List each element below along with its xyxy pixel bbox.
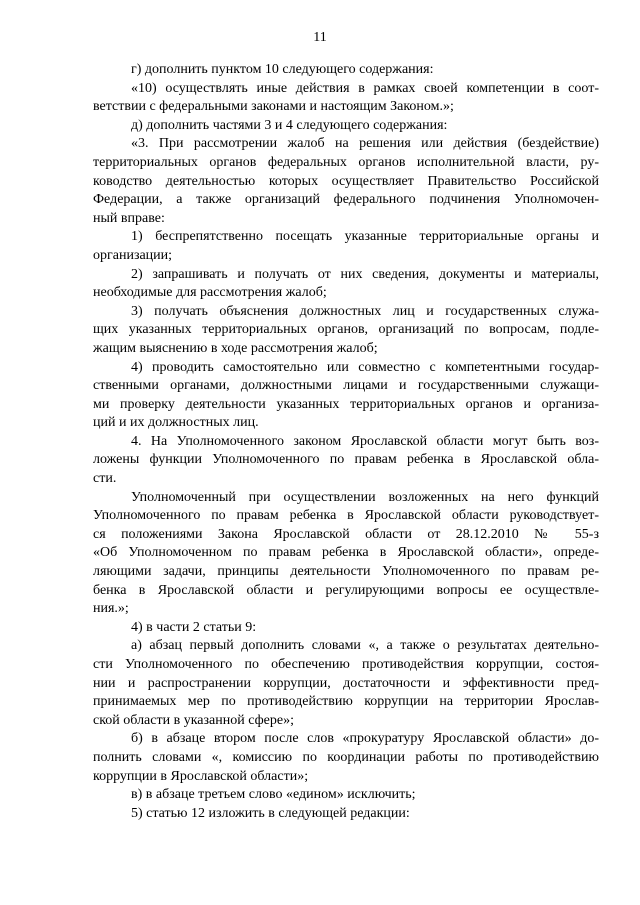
text-line: ственными органами, должностными лицами и государственными служащи- [93,378,599,394]
text-line: в) в абзаце третьем слово «едином» исключить; [131,787,416,803]
text-line: 4. На Уполномоченного законом Ярославской области могут быть воз- [131,433,599,449]
text-line: 4) проводить самостоятельно или совместно с компетентными государ- [131,359,599,375]
text-line: бенка в Ярославской области и регулирующими вопросы ее осуществле- [93,582,599,598]
text-line: а) абзац первый дополнить словами «, а также о результатах деятельно- [131,638,599,654]
text-line: коррупции в Ярославской области»; [93,768,309,784]
text-line: «10) осуществлять иные действия в рамках своей компетенции в соот- [131,80,599,96]
text-line: организации; [93,247,173,263]
text-line: ся положениями Закона Ярославской области от 28.12.2010 № 55-з [93,526,599,542]
text-line: 1) беспрепятственно посещать указанные территориальные органы и [131,229,599,245]
text-line: полнить словами «, комиссию по координации работы по противодействию [93,749,599,765]
text-line: нии и распространении коррупции, достаточности и эффективности пред- [93,675,599,691]
text-line: сти Уполномоченного по обеспечению противодействия коррупции, состоя- [93,657,599,672]
text-line: щих указанных территориальных органов, организаций по вопросам, подле- [93,322,599,338]
text-line: ния.»; [93,601,129,617]
text-line: жащим выяснению в ходе рассмотрения жалоб; [93,340,378,356]
page-number: 11 [313,30,327,45]
text-line: 3) получать объяснения должностных лиц и государственных служа- [131,303,599,319]
text-line: ветствии с федеральными законами и настоящим Законом.»; [93,99,454,115]
text-line: ководство деятельностью которых осуществляет Правительство Российской [93,173,599,189]
text-line: ми проверку деятельности указанных территориальных органов и организа- [93,396,599,412]
text-line: б) в абзаце втором после слов «прокуратуру Ярославской области» до- [131,731,599,747]
text-line: территориальных органов федеральных органов исполнительной власти, ру- [93,154,599,170]
document-body [93,61,599,823]
text-line: г) дополнить пунктом 10 следующего содержания: [131,62,434,77]
text-line: ской области в указанной сфере»; [93,712,295,728]
text-line: 5) статью 12 изложить в следующей редакции: [131,805,410,821]
text-line: 2) запрашивать и получать от них сведения, документы и материалы, [131,266,599,282]
text-line: Уполномоченный при осуществлении возложенных на него функций [131,489,599,505]
text-line: «Об Уполномоченном по правам ребенка в Ярославской области», опреде- [93,545,599,561]
text-line: ций и их должностных лиц. [93,415,259,431]
text-line: 4) в части 2 статьи 9: [131,619,257,635]
text-line: Федерации, а также организаций федерального подчинения Уполномочен- [93,192,599,208]
text-line: Уполномоченного по правам ребенка в Ярославской области руководствует- [93,508,599,524]
text-line: д) дополнить частями 3 и 4 следующего содержания: [131,117,448,133]
text-line: ляющими задачи, принципы деятельности Уполномоченного по правам ре- [93,564,599,580]
text-line: необходимые для рассмотрения жалоб; [93,285,327,301]
text-line: принимаемых мер по противодействию коррупции на территории Ярослав- [93,694,599,710]
text-line: ложены функции Уполномоченного по правам ребенка в Ярославской обла- [93,452,599,468]
text-line: сти. [93,471,117,487]
text-line: ный вправе: [93,210,165,226]
text-line: «3. При рассмотрении жалоб на решения или действия (бездействие) [131,136,599,152]
